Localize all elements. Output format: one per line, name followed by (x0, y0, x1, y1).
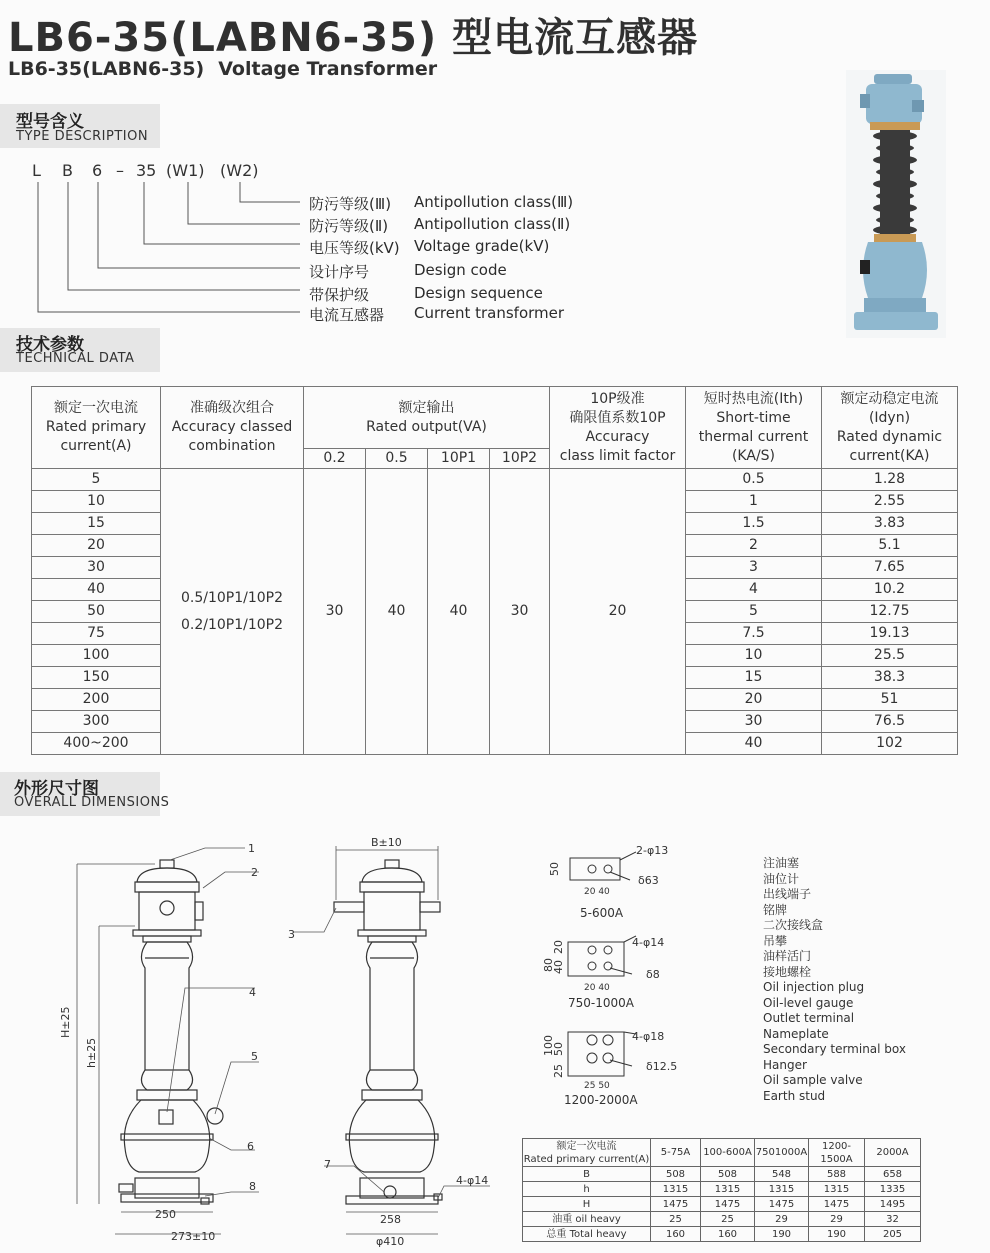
cell-dynamic: 5.1 (822, 535, 958, 557)
header-rated-output: 额定输出 Rated output(VA) (304, 387, 550, 449)
terminal-2-dim: 20 40 (584, 983, 610, 993)
part-5: 5 (251, 1050, 258, 1063)
dim-cell: 1315 (755, 1182, 809, 1197)
terminal-1-holes: 2-φ13 (636, 844, 669, 857)
cell-current: 50 (32, 601, 161, 623)
dim-cell: 508 (651, 1167, 701, 1182)
code-dash: – (116, 161, 124, 180)
side-view-drawing (284, 834, 504, 1253)
table-row (32, 469, 958, 491)
cell-dynamic: 76.5 (822, 711, 958, 733)
header-class-0-2: 0.2 (304, 449, 366, 469)
terminal-2-dim: 20 (552, 940, 565, 954)
cell-thermal: 30 (686, 711, 822, 733)
technical-data-table (31, 386, 958, 755)
table-row (523, 1212, 921, 1227)
dim-cell: 1475 (651, 1197, 701, 1212)
header-accuracy: 准确级次组合 Accuracy classed combination (161, 387, 304, 469)
type-item-en: Design sequence (414, 284, 543, 302)
code-35: 35 (136, 161, 157, 180)
cell-current: 10 (32, 491, 161, 513)
cell-dynamic: 38.3 (822, 667, 958, 689)
terminal-3-label: 1200-2000A (564, 1093, 638, 1107)
cell-dynamic: 25.5 (822, 645, 958, 667)
cell-accuracy-combination: 0.5/10P1/10P2 0.2/10P1/10P2 (161, 469, 304, 755)
dim-273: 273±10 (171, 1230, 216, 1243)
type-item-cn: 设计序号 (309, 263, 370, 281)
part-6: 6 (247, 1140, 254, 1153)
table-row (523, 1182, 921, 1197)
cell-dynamic: 1.28 (822, 469, 958, 491)
legend-en-item: Nameplate (763, 1026, 829, 1041)
legend-cn (763, 856, 906, 1104)
cell-thermal: 1 (686, 491, 822, 513)
cell-current: 300 (32, 711, 161, 733)
dim-cell: 1475 (755, 1197, 809, 1212)
cell-thermal: 15 (686, 667, 822, 689)
cell-thermal: 4 (686, 579, 822, 601)
type-item-en: Design code (414, 261, 507, 279)
part-8: 8 (249, 1180, 256, 1193)
terminal-3-thickness: δ12.5 (646, 1060, 678, 1073)
dim-holes: 4-φ14 (456, 1174, 489, 1187)
dim-header-label: 额定一次电流 Rated primary current(A) (523, 1140, 650, 1165)
dim-row-label: H (523, 1197, 651, 1212)
cell-dynamic: 19.13 (822, 623, 958, 645)
legend-cn-item: 油样活门 (763, 949, 812, 963)
part-4: 4 (249, 986, 256, 999)
legend-en-item: Outlet terminal (763, 1011, 855, 1025)
cell-current: 200 (32, 689, 161, 711)
dim-cell: 658 (865, 1167, 921, 1182)
type-item-cn: 防污等级(Ⅱ) (309, 217, 389, 235)
dim-header-col: 5-75A (651, 1139, 701, 1167)
header-dynamic: 额定动稳定电流 (Ⅰdyn) Rated dynamic current(KA) (822, 387, 958, 469)
terminal-details (540, 842, 690, 1112)
dim-header-col: 2000A (865, 1139, 921, 1167)
legend-cn-item: 注油塞 (763, 856, 800, 870)
dim-header-col: 1200-1500A (809, 1139, 865, 1167)
code-w2: (W2) (220, 161, 259, 180)
legend-cn-item: 吊攀 (763, 933, 788, 948)
header-class-0-5: 0.5 (366, 449, 428, 469)
cell-limit-factor: 20 (550, 469, 686, 755)
cell-dynamic: 51 (822, 689, 958, 711)
dim-cell: 25 (651, 1212, 701, 1227)
dim-cell: 1475 (701, 1197, 755, 1212)
dim-cell: 588 (809, 1167, 865, 1182)
table-row (523, 1197, 921, 1212)
cell-thermal: 3 (686, 557, 822, 579)
cell-thermal: 2 (686, 535, 822, 557)
legend-en-item: Earth stud (763, 1088, 826, 1103)
terminal-3-holes: 4-φ18 (632, 1030, 665, 1043)
legend-cn-item: 铭牌 (763, 902, 788, 917)
photo-tank (863, 242, 927, 298)
code-w1: (W1) (166, 161, 205, 180)
cell-current: 150 (32, 667, 161, 689)
cell-output-0-5: 40 (366, 469, 428, 755)
dim-row-label: 油重 oil heavy (523, 1212, 651, 1227)
technical-data-heading-en: TECHNICAL DATA (16, 351, 135, 366)
front-view-drawing (55, 838, 285, 1253)
type-item-en: Antipollution class(Ⅲ) (414, 193, 574, 211)
page-title: LB6-35(LABN6-35) 型电流互感器 (8, 15, 699, 61)
cell-thermal: 0.5 (686, 469, 822, 491)
terminal-3-dim: 50 (552, 1042, 565, 1056)
dim-cell: 29 (809, 1212, 865, 1227)
terminal-3-dim: 25 50 (584, 1081, 610, 1091)
header-class-10p1: 10P1 (428, 449, 490, 469)
cell-current: 40 (32, 579, 161, 601)
type-description-heading: 型号含义 (16, 112, 84, 132)
dim-cell: 1315 (651, 1182, 701, 1197)
terminal-1-label: 5-600A (580, 906, 624, 920)
legend-en-item: Secondary terminal box (763, 1042, 906, 1056)
type-item-cn: 带保护级 (309, 286, 370, 304)
part-1: 1 (248, 842, 255, 855)
type-item-en: Current transformer (414, 304, 565, 322)
cell-thermal: 5 (686, 601, 822, 623)
overall-dimensions-heading-en: OVERALL DIMENSIONS (14, 795, 170, 810)
overall-dimensions-heading: 外形尺寸图 (14, 779, 99, 799)
dim-H: H±25 (59, 1006, 72, 1038)
dim-cell: 1315 (809, 1182, 865, 1197)
dim-B: B±10 (371, 836, 402, 849)
legend-cn-item: 二次接线盒 (763, 918, 824, 932)
cell-current: 30 (32, 557, 161, 579)
dim-250: 250 (155, 1208, 176, 1221)
type-description-heading-en: TYPE DESCRIPTION (16, 129, 149, 144)
cell-dynamic: 102 (822, 733, 958, 755)
cell-current: 100 (32, 645, 161, 667)
terminal-3-dim: 100 (542, 1035, 555, 1056)
dim-row-label: h (523, 1182, 651, 1197)
dim-row-label: 总重 Total heavy (523, 1227, 651, 1242)
dim-row-label: B (523, 1167, 651, 1182)
header-class-10p2: 10P2 (490, 449, 550, 469)
dim-cell: 32 (865, 1212, 921, 1227)
part-3: 3 (288, 928, 295, 941)
code-b: B (62, 161, 73, 180)
cell-dynamic: 7.65 (822, 557, 958, 579)
dim-258: 258 (380, 1213, 401, 1226)
subtitle-model: LB6-35(LABN6-35) (8, 58, 205, 80)
legend-en-item: Hanger (763, 1057, 807, 1072)
dim-cell: 1495 (865, 1197, 921, 1212)
dim-header-col: 7501000A (755, 1139, 809, 1167)
cell-current: 5 (32, 469, 161, 491)
header-rated-primary: 额定一次电流 Rated primary current(A) (32, 387, 161, 469)
dim-cell: 160 (651, 1227, 701, 1242)
cell-current: 15 (32, 513, 161, 535)
cell-thermal: 10 (686, 645, 822, 667)
cell-output-10p2: 30 (490, 469, 550, 755)
terminal-3-dim: 25 (552, 1064, 565, 1078)
part-7: 7 (324, 1158, 331, 1171)
legend-en-item: Oil injection plug (763, 980, 865, 994)
type-item-cn: 电流互感器 (309, 306, 385, 324)
page-subtitle (8, 58, 437, 80)
cell-thermal: 7.5 (686, 623, 822, 645)
dim-header-col: 100-600A (701, 1139, 755, 1167)
dim-cell: 190 (809, 1227, 865, 1242)
terminal-2-holes: 4-φ14 (632, 936, 665, 949)
cell-dynamic: 10.2 (822, 579, 958, 601)
dim-cell: 190 (755, 1227, 809, 1242)
cell-current: 400~200 (32, 733, 161, 755)
terminal-1-dim: 20 40 (584, 887, 610, 897)
terminal-2-dim: 80 (542, 958, 555, 972)
terminal-1-thickness: δ63 (638, 874, 659, 887)
dim-cell: 205 (865, 1227, 921, 1242)
terminal-1-dim: 50 (548, 862, 561, 876)
dim-cell: 548 (755, 1167, 809, 1182)
type-item-cn: 电压等级(kV) (309, 239, 400, 257)
header-thermal: 短时热电流(Ⅰth) Short-time thermal current (KA/S) (686, 387, 822, 469)
terminal-2-label: 750-1000A (568, 996, 634, 1010)
cell-output-0-2: 30 (304, 469, 366, 755)
dim-cell: 1315 (701, 1182, 755, 1197)
dim-cell: 29 (755, 1212, 809, 1227)
type-item-en: Voltage grade(kV) (414, 237, 550, 255)
terminal-2-thickness: δ8 (646, 968, 660, 981)
cell-dynamic: 12.75 (822, 601, 958, 623)
legend-cn-item: 接地螺栓 (763, 964, 812, 979)
photo-base (854, 312, 938, 330)
dim-410: φ410 (376, 1235, 405, 1248)
type-item-cn: 防污等级(Ⅲ) (309, 195, 392, 213)
code-6: 6 (92, 161, 103, 180)
dimensions-table (522, 1138, 921, 1242)
legend-en-item: Oil sample valve (763, 1073, 863, 1087)
code-l: L (32, 161, 41, 180)
dim-cell: 508 (701, 1167, 755, 1182)
dim-cell: 160 (701, 1227, 755, 1242)
cell-current: 75 (32, 623, 161, 645)
cell-dynamic: 3.83 (822, 513, 958, 535)
cell-thermal: 20 (686, 689, 822, 711)
part-2: 2 (251, 866, 258, 879)
table-row (523, 1167, 921, 1182)
type-item-en: Antipollution class(Ⅱ) (414, 215, 571, 233)
cell-thermal: 40 (686, 733, 822, 755)
cell-thermal: 1.5 (686, 513, 822, 535)
product-photo (846, 70, 946, 338)
cell-output-10p1: 40 (428, 469, 490, 755)
subtitle-english: Voltage Transformer (218, 58, 438, 80)
table-row (523, 1227, 921, 1242)
legend-cn-item: 出线端子 (763, 887, 812, 901)
terminal-2-dim: 40 (552, 960, 565, 974)
dim-cell: 1335 (865, 1182, 921, 1197)
legend-cn-item: 油位计 (763, 871, 800, 886)
legend-en-item: Oil-level gauge (763, 995, 854, 1010)
photo-flange (870, 122, 920, 130)
dim-cell: 1475 (809, 1197, 865, 1212)
technical-data-heading: 技术参数 (16, 335, 84, 355)
dim-cell: 25 (701, 1212, 755, 1227)
cell-dynamic: 2.55 (822, 491, 958, 513)
photo-insulator (873, 130, 917, 235)
dim-h: h±25 (85, 1037, 98, 1068)
header-limit-factor: 10P级准 确限值系数10P Accuracy class limit factor (550, 387, 686, 469)
cell-current: 20 (32, 535, 161, 557)
photo-top-cap (874, 74, 912, 84)
type-leader-lines (0, 180, 310, 320)
